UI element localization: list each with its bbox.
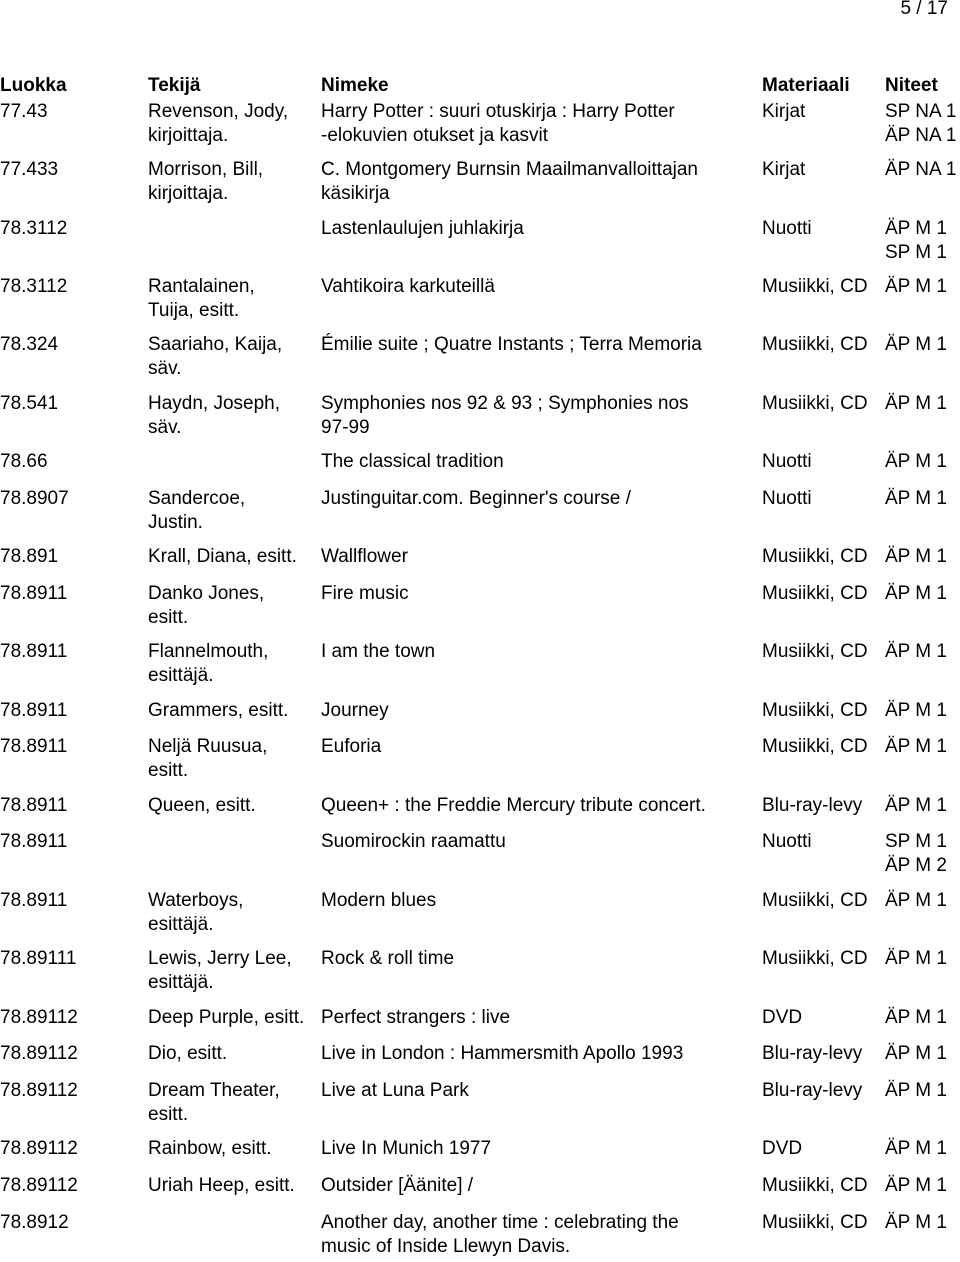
cell-tekija: Lewis, Jerry Lee, esittäjä. — [148, 948, 292, 993]
cell-luokka: 78.8911 — [0, 583, 68, 604]
cell-tekija: Grammers, esitt. — [148, 700, 289, 721]
table-row — [0, 392, 960, 440]
cell-luokka: 78.8911 — [0, 795, 68, 816]
cell-niteet: ÄP M 1 — [885, 1043, 947, 1064]
cell-niteet: ÄP M 1 — [885, 1175, 947, 1196]
cell-niteet: ÄP M 1 — [885, 1080, 947, 1101]
page-number: 5 / 17 — [900, 0, 948, 19]
cell-niteet: ÄP M 1 — [885, 546, 947, 567]
cell-niteet: ÄP M 1 — [885, 488, 947, 509]
table-row — [0, 1079, 960, 1127]
cell-niteet: ÄP NA 1 — [885, 159, 957, 180]
cell-materiaali: Musiikki, CD — [762, 583, 868, 604]
cell-tekija: Rainbow, esitt. — [148, 1138, 272, 1159]
cell-materiaali: Musiikki, CD — [762, 700, 868, 721]
cell-niteet: ÄP M 1 SP M 1 — [885, 218, 947, 263]
cell-nimeke: Harry Potter : suuri otuskirja : Harry Potter -elokuvien otukset ja kasvit — [321, 101, 675, 146]
table-row — [0, 217, 960, 265]
cell-luokka: 78.8911 — [0, 831, 68, 852]
cell-niteet: ÄP M 1 — [885, 948, 947, 969]
cell-tekija — [148, 217, 321, 265]
table-row — [0, 1006, 960, 1030]
cell-luokka: 78.89111 — [0, 948, 77, 969]
header-nimeke: Nimeke — [321, 75, 389, 96]
header-materiaali: Materiaali — [762, 75, 850, 96]
cell-luokka: 78.3112 — [0, 218, 68, 239]
table-row — [0, 830, 960, 878]
cell-materiaali: Musiikki, CD — [762, 890, 868, 911]
cell-tekija: Neljä Ruusua, esitt. — [148, 736, 268, 781]
header-luokka: Luokka — [0, 75, 67, 96]
cell-materiaali: Blu-ray-levy — [762, 1043, 863, 1064]
cell-materiaali: Musiikki, CD — [762, 736, 868, 757]
cell-nimeke: I am the town — [321, 641, 436, 662]
cell-niteet: ÄP M 1 — [885, 276, 947, 297]
cell-tekija: Waterboys, esittäjä. — [148, 890, 244, 935]
cell-niteet: ÄP M 1 — [885, 1007, 947, 1028]
cell-materiaali: Musiikki, CD — [762, 393, 868, 414]
cell-tekija: Queen, esitt. — [148, 795, 256, 816]
cell-materiaali: Musiikki, CD — [762, 334, 868, 355]
cell-niteet: ÄP M 1 — [885, 890, 947, 911]
cell-luokka: 77.433 — [0, 159, 59, 180]
cell-tekija: Uriah Heep, esitt. — [148, 1175, 295, 1196]
cell-nimeke: Journey — [321, 700, 389, 721]
cell-niteet: SP M 1 ÄP M 2 — [885, 831, 947, 876]
cell-luokka: 78.3112 — [0, 276, 68, 297]
cell-niteet: ÄP M 1 — [885, 700, 947, 721]
cell-materiaali: Blu-ray-levy — [762, 1080, 863, 1101]
cell-nimeke: Vahtikoira karkuteillä — [321, 276, 495, 297]
cell-nimeke: Justinguitar.com. Beginner's course / — [321, 488, 631, 509]
cell-luokka: 78.891 — [0, 546, 59, 567]
table-row — [0, 1211, 960, 1259]
cell-nimeke: Lastenlaulujen juhlakirja — [321, 218, 524, 239]
table-row — [0, 545, 960, 569]
cell-materiaali: Musiikki, CD — [762, 1212, 868, 1233]
cell-tekija: Dio, esitt. — [148, 1043, 228, 1064]
table-row — [0, 794, 960, 818]
cell-materiaali: Musiikki, CD — [762, 276, 868, 297]
cell-tekija: Revenson, Jody, kirjoittaja. — [148, 101, 289, 146]
cell-materiaali: Kirjat — [762, 159, 806, 180]
table-row — [0, 1042, 960, 1066]
cell-niteet: ÄP M 1 — [885, 583, 947, 604]
cell-materiaali: Nuotti — [762, 831, 812, 852]
cell-nimeke: Live at Luna Park — [321, 1080, 469, 1101]
cell-nimeke: Euforia — [321, 736, 382, 757]
cell-nimeke: Queen+ : the Freddie Mercury tribute concert. — [321, 795, 706, 816]
cell-niteet: ÄP M 1 — [885, 393, 947, 414]
cell-tekija: Rantalainen, Tuija, esitt. — [148, 276, 255, 321]
cell-niteet: ÄP M 1 — [885, 641, 947, 662]
table-row — [0, 487, 960, 535]
cell-nimeke: Émilie suite ; Quatre Instants ; Terra Memoria — [321, 334, 702, 355]
cell-tekija — [148, 1211, 321, 1259]
cell-nimeke: Rock & roll time — [321, 948, 455, 969]
table-row — [0, 1137, 960, 1161]
cell-luokka: 78.66 — [0, 451, 48, 472]
catalog-table — [0, 74, 960, 1257]
cell-luokka: 78.89112 — [0, 1007, 78, 1028]
cell-niteet: ÄP M 1 — [885, 1212, 947, 1233]
cell-materiaali: Musiikki, CD — [762, 641, 868, 662]
cell-materiaali: DVD — [762, 1007, 803, 1028]
cell-niteet: ÄP M 1 — [885, 1138, 947, 1159]
cell-luokka: 78.8907 — [0, 488, 69, 509]
cell-materiaali: Blu-ray-levy — [762, 795, 863, 816]
cell-nimeke: Perfect strangers : live — [321, 1007, 511, 1028]
cell-tekija: Krall, Diana, esitt. — [148, 546, 297, 567]
cell-luokka: 78.89112 — [0, 1138, 78, 1159]
table-row — [0, 275, 960, 323]
cell-niteet: SP NA 1 ÄP NA 1 — [885, 101, 957, 146]
cell-luokka: 78.8912 — [0, 1212, 69, 1233]
cell-materiaali: Musiikki, CD — [762, 546, 868, 567]
table-row — [0, 582, 960, 630]
cell-nimeke: Live In Munich 1977 — [321, 1138, 492, 1159]
cell-nimeke: Wallflower — [321, 546, 408, 567]
cell-materiaali: Nuotti — [762, 488, 812, 509]
cell-materiaali: Musiikki, CD — [762, 948, 868, 969]
cell-materiaali: Kirjat — [762, 101, 806, 122]
cell-luokka: 78.8911 — [0, 890, 68, 911]
cell-niteet: ÄP M 1 — [885, 451, 947, 472]
table-row — [0, 1174, 960, 1198]
cell-nimeke: Outsider [Äänite] / — [321, 1175, 474, 1196]
cell-niteet: ÄP M 1 — [885, 736, 947, 757]
cell-nimeke: The classical tradition — [321, 451, 504, 472]
cell-tekija: Sandercoe, Justin. — [148, 488, 246, 533]
cell-tekija: Morrison, Bill, kirjoittaja. — [148, 159, 264, 204]
header-niteet: Niteet — [885, 75, 938, 96]
cell-luokka: 77.43 — [0, 101, 48, 122]
cell-nimeke: Suomirockin raamattu — [321, 831, 506, 852]
cell-luokka: 78.8911 — [0, 641, 68, 662]
cell-nimeke: C. Montgomery Burnsin Maailmanvalloittajan käsikirja — [321, 159, 698, 204]
cell-luokka: 78.89112 — [0, 1043, 78, 1064]
cell-luokka: 78.8911 — [0, 700, 68, 721]
table-row — [0, 450, 960, 474]
table-row — [0, 158, 960, 206]
table-row — [0, 699, 960, 723]
cell-tekija: Dream Theater, esitt. — [148, 1080, 280, 1125]
table-row — [0, 100, 960, 148]
cell-luokka: 78.89112 — [0, 1175, 78, 1196]
cell-materiaali: Nuotti — [762, 451, 812, 472]
table-row — [0, 947, 960, 995]
cell-tekija: Danko Jones, esitt. — [148, 583, 265, 628]
cell-tekija — [148, 830, 321, 878]
cell-tekija: Saariaho, Kaija, säv. — [148, 334, 283, 379]
cell-tekija: Deep Purple, esitt. — [148, 1007, 305, 1028]
cell-nimeke: Symphonies nos 92 & 93 ; Symphonies nos 97-99 — [321, 393, 689, 438]
cell-materiaali: Musiikki, CD — [762, 1175, 868, 1196]
cell-tekija — [148, 450, 321, 474]
cell-nimeke: Live in London : Hammersmith Apollo 1993 — [321, 1043, 684, 1064]
cell-tekija: Flannelmouth, esittäjä. — [148, 641, 269, 686]
cell-niteet: ÄP M 1 — [885, 334, 947, 355]
table-header — [0, 74, 960, 98]
table-row — [0, 735, 960, 783]
cell-luokka: 78.324 — [0, 334, 59, 355]
cell-luokka: 78.8911 — [0, 736, 68, 757]
cell-nimeke: Fire music — [321, 583, 409, 604]
cell-nimeke: Another day, another time : celebrating the music of Inside Llewyn Davis. — [321, 1212, 679, 1257]
cell-nimeke: Modern blues — [321, 890, 437, 911]
cell-luokka: 78.89112 — [0, 1080, 78, 1101]
table-row — [0, 640, 960, 688]
header-tekija: Tekijä — [148, 75, 201, 96]
cell-materiaali: DVD — [762, 1138, 803, 1159]
table-row — [0, 333, 960, 381]
table-row — [0, 889, 960, 937]
cell-materiaali: Nuotti — [762, 218, 812, 239]
cell-luokka: 78.541 — [0, 393, 59, 414]
cell-tekija: Haydn, Joseph, säv. — [148, 393, 281, 438]
cell-niteet: ÄP M 1 — [885, 795, 947, 816]
